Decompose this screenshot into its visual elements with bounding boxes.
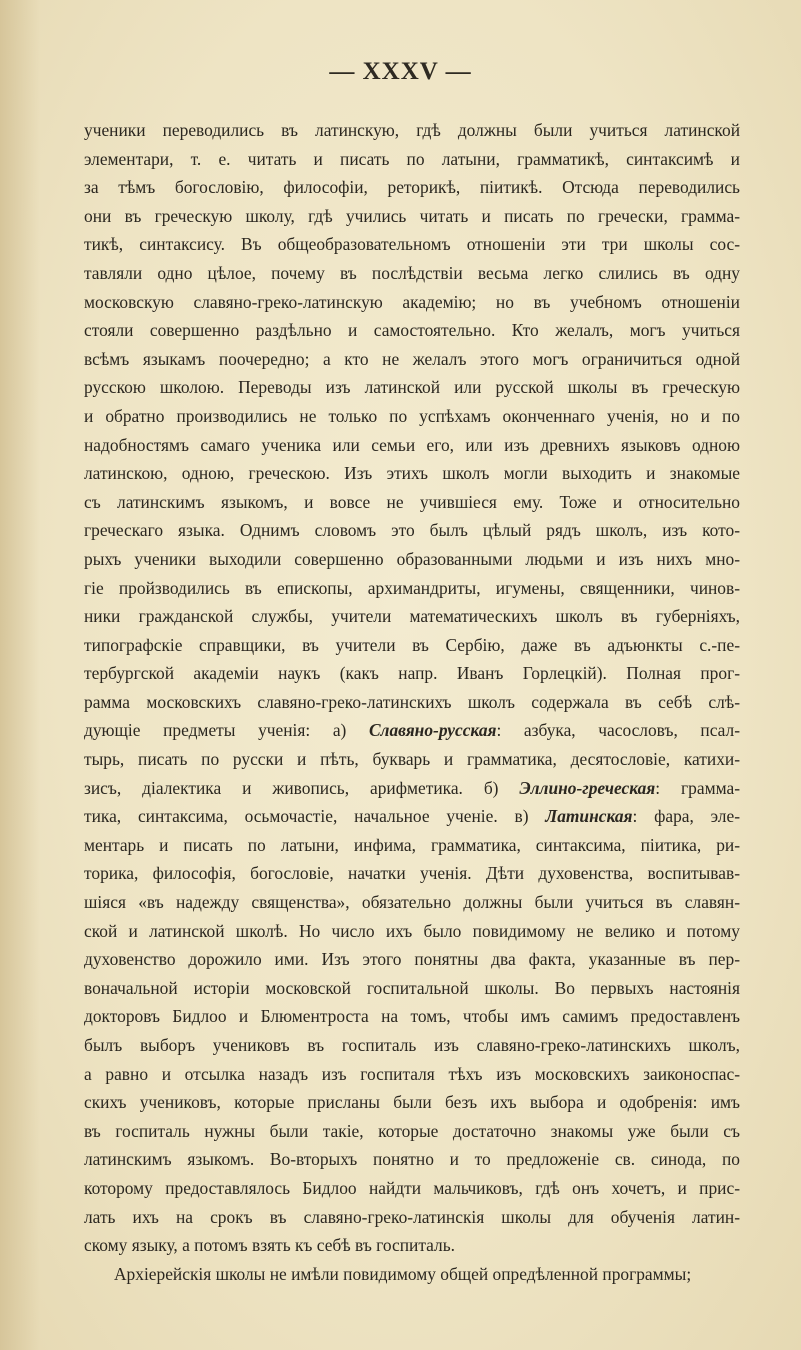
text-line: тикѣ, синтаксису. Въ общеобразовательномъ отношеніи эти три школы сос- xyxy=(84,234,740,255)
text-segment: тика, синтаксима, осьмочастіе, начальное ученіе. в) xyxy=(84,806,546,827)
text-line: ментарь и писать по латыни, инфима, грамматика, синтаксима, піитика, ри- xyxy=(84,834,740,855)
text-line: ской и латинской школѣ. Но число ихъ было повидимому не велико и потому xyxy=(84,920,740,941)
text-line: рыхъ ученики выходили совершенно образованными людьми и изъ нихъ мно- xyxy=(84,548,740,569)
text-line: духовенство дорожило ими. Изъ этого понятны два факта, указанные въ пер- xyxy=(84,949,740,970)
text-line: Архіерейскія школы не имѣли повидимому общей опредѣленной программы; xyxy=(114,1263,692,1284)
text-line: лать ихъ на срокъ въ славяно-греко-латинскія школы для обученія латин- xyxy=(84,1206,740,1227)
text-line: греческаго языка. Однимъ словомъ это былъ цѣлый рядъ школъ, изъ кото- xyxy=(84,520,740,541)
text-line: рамма московскихъ славяно-греко-латинскихъ школъ содержала въ себѣ слѣ- xyxy=(84,691,740,712)
text-line: надобностямъ самаго ученика или семьи его, или изъ древнихъ языковъ одною xyxy=(84,434,740,455)
text-segment: дующіе предметы ученія: а) xyxy=(84,720,369,741)
text-line: латинскимъ языкомъ. Во-вторыхъ понятно и то предложеніе св. синода, по xyxy=(84,1149,740,1170)
text-line: скому языку, а потомъ взять къ себѣ въ госпиталь. xyxy=(84,1235,455,1256)
page-edge-shadow xyxy=(0,0,40,1350)
text-line: тырь, писать по русски и пѣть, букварь и грамматика, десятословіе, катихи- xyxy=(84,749,740,770)
text-line xyxy=(84,774,740,803)
text-line: латинскою, одною, греческою. Изъ этихъ школъ могли выходить и знакомые xyxy=(84,463,740,484)
text-line: за тѣмъ богословію, философіи, реторикѣ, піитикѣ. Отсюда переводились xyxy=(84,177,740,198)
italic-heading: Латинская xyxy=(545,806,633,827)
text-line: типографскіе справщики, въ учители въ Сербію, даже въ адъюнкты с.-пе- xyxy=(84,634,740,655)
text-line: скихъ учениковъ, которые присланы были безъ ихъ выбора и одобренія: имъ xyxy=(84,1092,740,1113)
text-line: элементари, т. е. читать и писать по латыни, грамматикѣ, синтаксимѣ и xyxy=(84,148,740,169)
text-line: ученики переводились въ латинскую, гдѣ должны были учиться латинской xyxy=(84,120,740,140)
body-text xyxy=(84,116,740,1288)
text-line: всѣмъ языкамъ поочередно; а кто не желалъ этого могъ ограничиться одной xyxy=(84,348,740,369)
text-segment: : азбука, часословъ, псал- xyxy=(496,720,740,741)
text-line: русскою школою. Переводы изъ латинской или русской школы въ греческую xyxy=(84,377,740,398)
text-line xyxy=(84,802,740,831)
text-line: которому предоставлялось Бидлоо найдти мальчиковъ, гдѣ онъ хочетъ, и прис- xyxy=(84,1177,740,1198)
italic-heading: Славяно-русская xyxy=(368,720,497,741)
text-line: стояли совершенно раздѣльно и самостоятельно. Кто желалъ, могъ учиться xyxy=(84,320,740,341)
text-line: торика, философія, богословіе, начатки ученія. Дѣти духовенства, воспитывав- xyxy=(84,863,740,884)
page-number: — XXXV — xyxy=(329,58,472,85)
text-line: ники гражданской службы, учители математическихъ школъ въ губерніяхъ, xyxy=(84,606,740,627)
text-segment: зисъ, діалектика и живопись, арифметика. б) xyxy=(84,777,520,798)
text-line: воначальной исторіи московской госпитальной школы. Во первыхъ настоянія xyxy=(84,977,740,998)
text-line: шіяся «въ надежду священства», обязательно должны были учиться въ славян- xyxy=(84,892,740,913)
text-line: былъ выборъ учениковъ въ госпиталь изъ славяно-греко-латинскихъ школъ, xyxy=(84,1035,740,1055)
italic-heading: Эллино-греческая xyxy=(519,777,656,798)
text-line: тавляли одно цѣлое, почему въ послѣдствіи весьма легко слились въ одну xyxy=(84,262,740,283)
text-line: съ латинскимъ языкомъ, и вовсе не учившіеся ему. Тоже и относительно xyxy=(84,491,740,512)
text-line xyxy=(84,716,740,745)
text-line: и обратно производились не только по успѣхамъ оконченнаго ученія, но и по xyxy=(84,405,740,426)
text-segment: : грамма- xyxy=(655,777,740,798)
text-line: тербургской академіи наукъ (какъ напр. Иванъ Горлецкій). Полная прог- xyxy=(84,663,740,684)
text-line: они въ греческую школу, гдѣ учились читать и писать по гречески, грамма- xyxy=(84,205,740,226)
text-line: гіе пройзводились въ епископы, архимандриты, игумены, священники, чинов- xyxy=(84,577,740,598)
text-line: а равно и отсылка назадъ изъ госпиталя тѣхъ изъ московскихъ заиконоспас- xyxy=(84,1063,740,1084)
text-line: докторовъ Бидлоо и Блюментроста на томъ, чтобы имъ самимъ предоставленъ xyxy=(84,1006,740,1027)
text-line: московскую славяно-греко-латинскую академію; но въ учебномъ отношеніи xyxy=(84,291,740,312)
text-segment: : фара, эле- xyxy=(632,806,740,827)
text-line: въ госпиталь нужны были такіе, которые достаточно знакомы уже были съ xyxy=(84,1120,740,1141)
